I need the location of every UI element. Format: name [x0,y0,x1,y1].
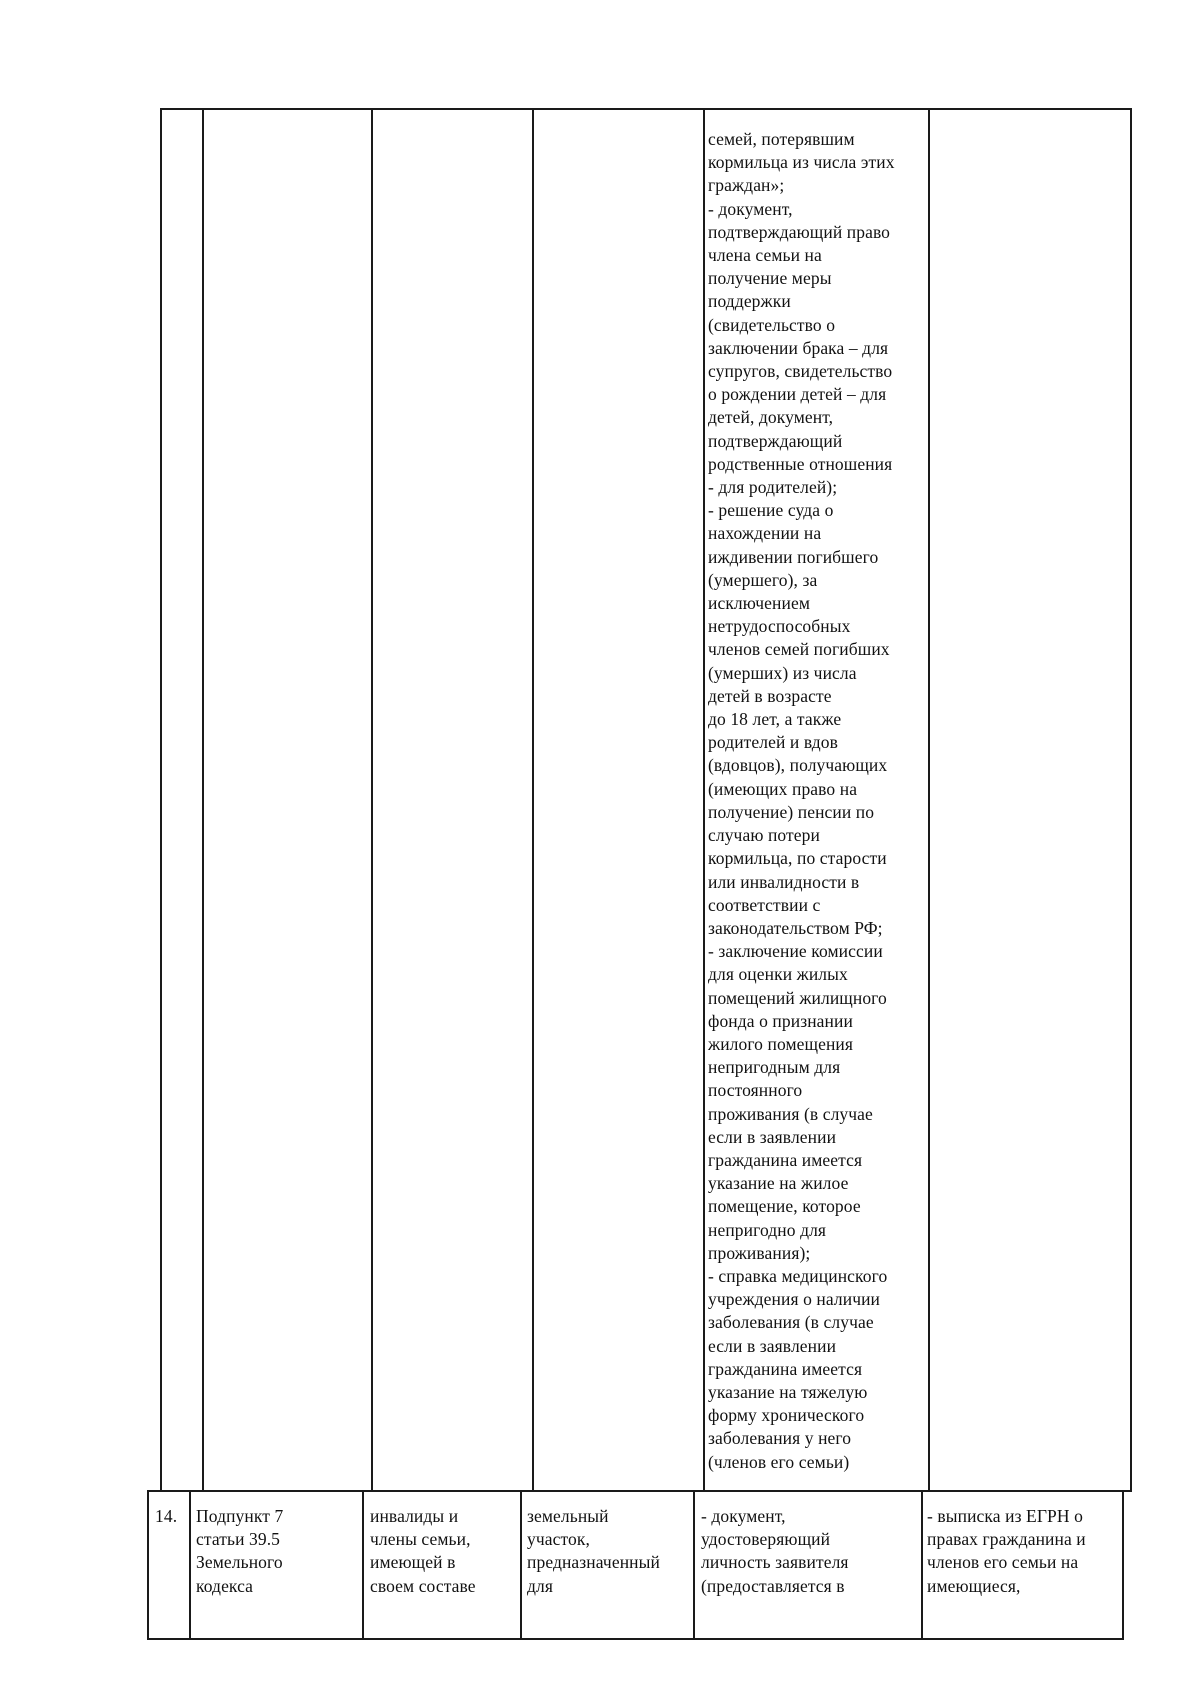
column-divider-4 [703,108,705,1492]
row14-left-border [147,1490,149,1640]
table-left-border [160,108,162,1492]
column-divider-2 [371,108,373,1492]
table-top-border [160,108,1132,110]
row14-bottom-border [147,1638,1124,1640]
row14-divider-3 [520,1490,522,1640]
column-divider-1 [202,108,204,1492]
row14-requested-documents: - выписка из ЕГРН о правах гражданина и членов его семьи на имеющиеся, [927,1506,1086,1596]
row14-divider-4 [693,1490,695,1640]
continuation-documents-cell: семей, потерявшим кормильца из числа этих граждан»; - документ, подтверждающий право члена семьи на получение меры поддержки (свидетельство о заключении брака – для супругов, свидетельство о рождении детей – для детей, документ, подтверждающий родственные отношения - для родителей); - решение суда о нахождении на иждивении погибшего (умершего), за исключением нетрудоспособных членов семей погибших (умерших) из числа детей в возрасте до 18 лет, а также родителей и вдов (вдовцов), получающих (имеющих право на получение) пенсии по случаю потери кормильца, по старости или инвалидности в соответствии с законодательством РФ; - заключение комиссии для оценки жилых помещений жилищного фонда о признании жилого помещения непригодным для постоянного проживания (в случае если в заявлении гражданина имеется указание на жилое помещение, которое непригодно для проживания); - справка медицинского учреждения о наличии заболевания (в случае если в заявлении гражданина имеется указание на тяжелую форму хронического заболевания у него (членов его семьи) [708,129,895,1472]
row14-top-border [147,1490,161,1492]
row14-number: 14. [155,1506,178,1526]
row14-applicant-documents: - документ, удостоверяющий личность заявителя (предоставляется в [701,1506,849,1596]
row-separator [160,1490,1132,1492]
column-divider-3 [532,108,534,1492]
table-right-border [1130,108,1132,1492]
row14-recipient-category: инвалиды и члены семьи, имеющей в своем составе [370,1506,476,1596]
row14-right-border [1122,1490,1124,1640]
column-divider-5 [928,108,930,1492]
row14-legal-basis: Подпункт 7 статьи 39.5 Земельного кодекса [196,1506,284,1596]
row14-divider-5 [921,1490,923,1640]
row14-divider-2 [362,1490,364,1640]
row14-land-plot: земельный участок, предназначенный для [527,1506,660,1596]
